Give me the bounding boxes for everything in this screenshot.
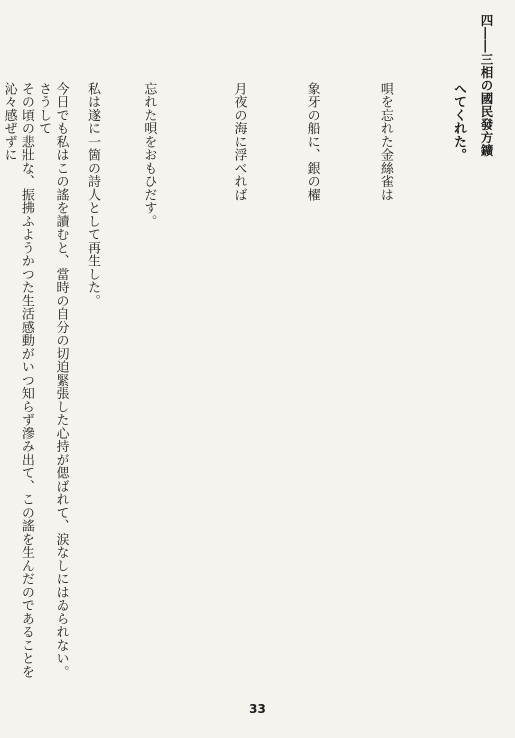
poem-line: 象牙の船に、銀の櫂	[304, 82, 320, 202]
poem-line: 月夜の海に浮べれば	[231, 82, 247, 202]
text-line: へてくれた。	[451, 82, 466, 162]
text-line: 私は遂に一箇の詩人として再生した。	[85, 82, 101, 308]
poem-line: 忘れた唄をおもひだす。	[141, 82, 157, 228]
page-number: 33	[249, 702, 266, 716]
text-line: 今日でも私はこの謠を讀むと、當時の自分の切迫緊張した心持が偲ばれて、涙なしにはゐられない。さうして	[36, 82, 69, 679]
poem-line: 唄を忘れた金絲雀は	[377, 82, 393, 202]
text-line: その頃の悲壯な、振拂ふようかつた生活感動がいつ知らず滲み出て、この謠を生んだのであることを沁々感ぜずに	[1, 82, 34, 679]
body-text	[1, 82, 467, 682]
running-header: 四――三相の國民發方鑛	[479, 14, 494, 157]
